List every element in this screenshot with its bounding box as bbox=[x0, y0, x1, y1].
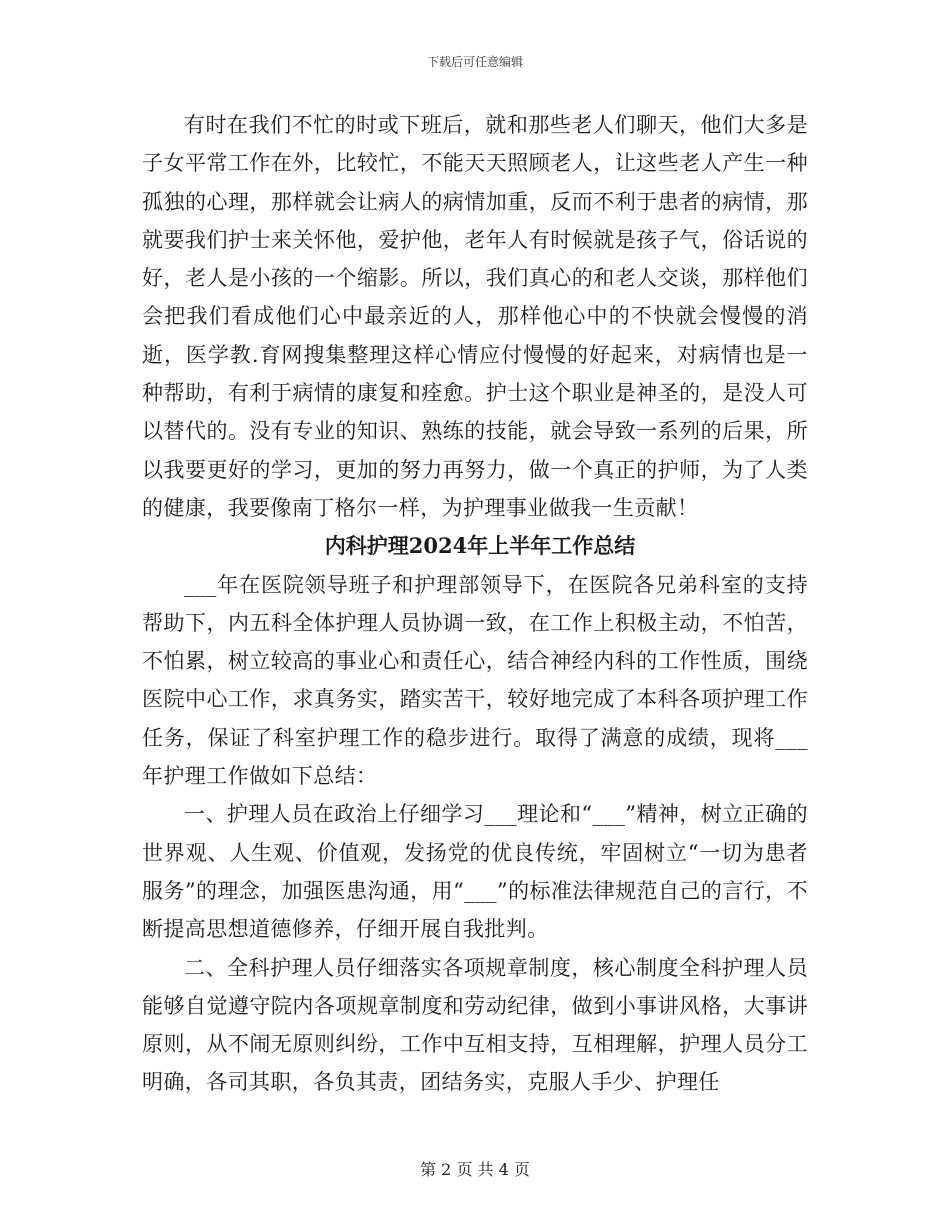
page-header-note: 下载后可任意编辑 bbox=[426, 55, 523, 69]
section-title: 内科护理2024年上半年工作总结 bbox=[324, 533, 636, 559]
page-footer-number: 第 2 页 共 4 页 bbox=[420, 1160, 530, 1179]
paragraph-elderly-care: 有时在我们不忙的时或下班后，就和那些老人们聊天，他们大多是子女平常工作在外，比较忙，不能天天照顾老人，让这些老人产生一种孤独的心理，那样就会让病人的病情加重，反而不利于患者的病情，那就要我们护士来关怀他，爱护他，老年人有时候就是孩子气，俗话说的好，老人是小孩的一个缩影。所以，我们真心的和老人交谈，那样他们会把我们看成他们心中最亲近的人，那样他心中的不快就会慢慢的消逝，医学教.育网搜集整理这样心情应付慢慢的好起来，对病情也是一种帮助，有利于病情的康复和痊愈。护士这个职业是神圣的，是没人可以替代的。没有专业的知识、熟练的技能，就会导致一系列的后果，所以我要更好的学习，更加的努力再努力，做一个真正的护师，为了人类的健康，我要像南丁格尔一样，为护理事业做我一生贡献！ bbox=[142, 113, 808, 520]
paragraph-rules-implementation: 二、全科护理人员仔细落实各项规章制度，核心制度全科护理人员能够自觉遵守院内各项规章制度和劳动纪律，做到小事讲风格，大事讲原则，从不闹无原则纠纷，工作中互相支持，互相理解，护理人员分工明确，各司其职，各负其责，团结务实，克服人手少、护理任 bbox=[142, 955, 808, 1095]
paragraph-summary-intro: ___年在医院领导班子和护理部领导下，在医院各兄弟科室的支持帮助下，内五科全体护理人员协调一致，在工作上积极主动，不怕苦，不怕累，树立较高的事业心和责任心，结合神经内科的工作性质，围绕医院中心工作，求真务实，踏实苦干，较好地完成了本科各项护理工作任务，保证了科室护理工作的稳步进行。取得了满意的成绩，现将___年护理工作做如下总结： bbox=[142, 572, 808, 789]
paragraph-political-study: 一、护理人员在政治上仔细学习___理论和“___”精神，树立正确的世界观、人生观、价值观，发扬党的优良传统，牢固树立“一切为患者服务”的理念，加强医患沟通，用“___”的标准法律规范自己的言行，不断提高思想道德修养，仔细开展自我批判。 bbox=[142, 802, 808, 942]
document-body bbox=[142, 106, 808, 1102]
